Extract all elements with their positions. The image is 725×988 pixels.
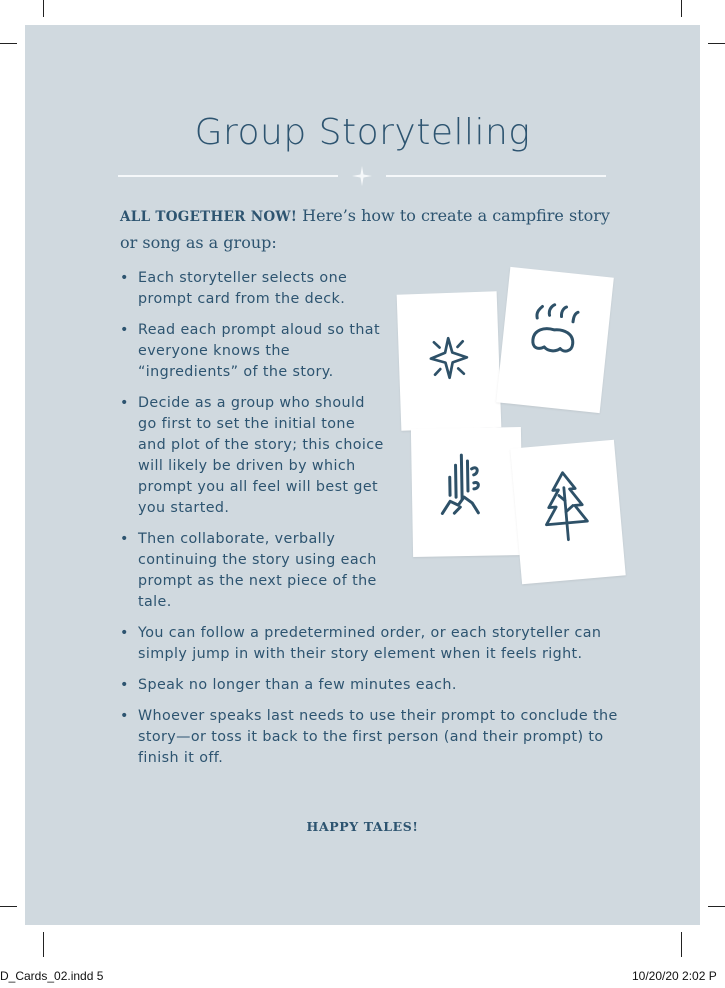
page-title: Group Storytelling [194,112,531,153]
list-item: • Whoever speaks last needs to use their prompt to conclude the story—or toss it back to the first person (and their prompt) to finish it off. [118,706,618,769]
list-item: • Each storyteller selects one prompt card from the deck. [118,268,388,310]
prompt-card-geyser [411,427,523,557]
intro-lead: ALL TOGETHER NOW! [120,209,298,225]
slug-timestamp: 10/20/20 2:02 P [632,969,717,983]
prompt-card-star [397,291,502,430]
title-divider-left [118,175,338,177]
sparkle-icon [351,165,373,187]
prompt-card-paw [496,267,614,413]
crop-mark [43,932,44,957]
geyser-icon [433,450,494,523]
paw-print-icon [521,299,587,365]
crop-mark [708,906,725,907]
closing-line: HAPPY TALES! [306,819,419,834]
list-item: • You can follow a predetermined order, or each storyteller can simply jump in with their story element when it feels right. [118,623,618,665]
crop-mark [0,906,17,907]
crop-mark [43,0,44,17]
crop-mark [708,43,725,44]
list-item: • Decide as a group who should go first to set the initial tone and plot of the story; this choice will likely be driven by which prompt you all feel will best get you started. [118,393,388,519]
list-item: • Read each prompt aloud so that everyone knows the “ingredients” of the story. [118,320,388,383]
star-icon [421,330,477,386]
crop-mark [0,43,17,44]
crop-mark [681,932,682,957]
intro-paragraph [120,203,620,256]
intro-text: Here’s how to create a campfire story or song as a group: [120,206,610,252]
slug-filename: D_Cards_02.indd 5 [0,969,104,983]
pine-tree-icon [534,466,596,547]
list-item: • Then collaborate, verbally continuing the story using each prompt as the next piece of the tale. [118,529,388,613]
title-divider-right [386,175,606,177]
list-item: • Speak no longer than a few minutes each. [118,675,618,696]
prompt-card-tree [510,440,625,585]
crop-mark [681,0,682,17]
